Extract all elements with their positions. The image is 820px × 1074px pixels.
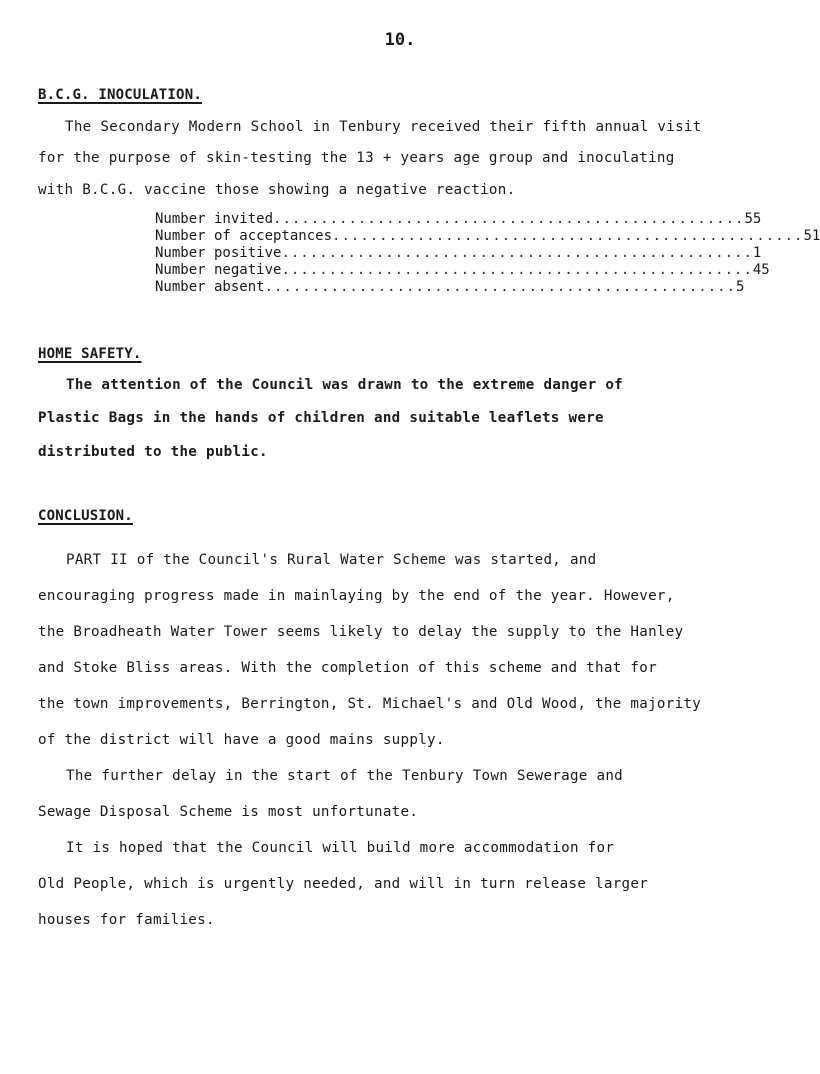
home-safety-heading: HOME SAFETY. [38, 346, 142, 362]
home-safety-line-3: distributed to the public. [38, 444, 268, 460]
conclusion-line-10: Old People, which is urgently needed, and will in turn release larger [38, 876, 649, 892]
stat-label: Number invited [155, 211, 274, 227]
stat-label: Number positive [155, 245, 282, 261]
stat-label: Number absent [155, 279, 265, 295]
stat-value: 45 [752, 262, 770, 278]
conclusion-line-3: the Broadheath Water Tower seems likely to delay the supply to the Hanley [38, 624, 684, 640]
conclusion-line-1: PART II of the Council's Rural Water Scheme was started, and [66, 552, 597, 568]
home-safety-line-1: The attention of the Council was drawn to the extreme danger of [66, 377, 624, 393]
stat-row-absent [155, 279, 745, 296]
leader-dots: .................................................. [264, 279, 737, 295]
stat-value: 55 [744, 211, 762, 227]
conclusion-line-5: the town improvements, Berrington, St. Michael's and Old Wood, the majority [38, 696, 702, 712]
page-number: 10. [384, 30, 416, 50]
bcg-stats-list [155, 211, 820, 296]
leader-dots: .................................................. [281, 262, 753, 278]
conclusion-heading: CONCLUSION. [38, 508, 133, 524]
stat-row-negative [155, 262, 770, 279]
bcg-line-3: with B.C.G. vaccine those showing a negative reaction. [38, 182, 516, 198]
stat-value: 51 [803, 228, 820, 244]
conclusion-line-6: of the district will have a good mains supply. [38, 732, 445, 748]
bcg-line-2: for the purpose of skin-testing the 13 + years age group and inoculating [38, 150, 675, 166]
conclusion-line-7: The further delay in the start of the Tenbury Town Sewerage and [66, 768, 624, 784]
conclusion-line-8: Sewage Disposal Scheme is most unfortunate. [38, 804, 419, 820]
bcg-heading: B.C.G. INOCULATION. [38, 87, 202, 103]
bcg-line-1: The Secondary Modern School in Tenbury received their fifth annual visit [65, 119, 702, 135]
conclusion-line-11: houses for families. [38, 912, 215, 928]
leader-dots: .................................................. [281, 245, 753, 261]
conclusion-line-4: and Stoke Bliss areas. With the completion of this scheme and that for [38, 660, 657, 676]
stat-label: Number of acceptances [155, 228, 333, 244]
stat-row-invited [155, 211, 762, 228]
stat-row-acceptances [155, 228, 820, 245]
home-safety-line-2: Plastic Bags in the hands of children and suitable leaflets were [38, 410, 604, 426]
conclusion-line-9: It is hoped that the Council will build more accommodation for [66, 840, 615, 856]
leader-dots: .................................................. [332, 228, 804, 244]
stat-value: 5 [736, 279, 745, 295]
stat-value: 1 [752, 245, 762, 261]
conclusion-line-2: encouraging progress made in mainlaying by the end of the year. However, [38, 588, 675, 604]
leader-dots: .................................................. [273, 211, 745, 227]
stat-row-positive [155, 245, 762, 262]
stat-label: Number negative [155, 262, 282, 278]
